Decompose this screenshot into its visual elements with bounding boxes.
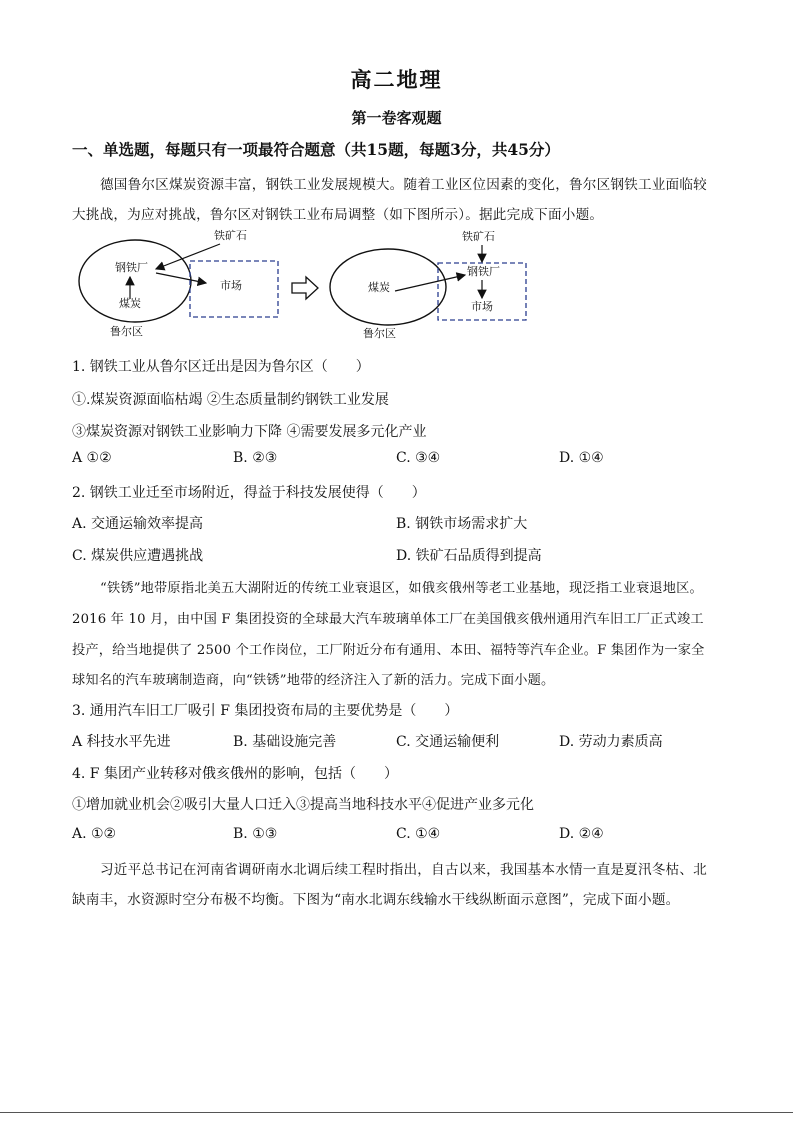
question-1-stem: 1. 钢铁工业从鲁尔区迁出是因为鲁尔区（ ） xyxy=(72,359,370,375)
ruhr-label-right: 鲁尔区 xyxy=(363,327,396,340)
section-heading: 一、单选题，每题只有一项最符合题意（共15题，每题3分，共45分） xyxy=(72,140,560,159)
passage3-line2: 缺南丰，水资源时空分布极不均衡。下图为“南水北调东线输水干线纵断面示意图”，完成下面小题。 xyxy=(72,892,680,908)
steel-plant-label-left: 钢铁厂 xyxy=(115,261,148,274)
passage3-line1: 习近平总书记在河南省调研南水北调后续工程时指出，自古以来，我国基本水情一直是夏汛冬枯、北 xyxy=(100,862,707,878)
passage2-line3: 投产，给当地提供了 2500 个工作岗位，工厂附近分布有通用、本田、福特等汽车企业。F 集团作为一家全 xyxy=(72,643,705,658)
iron-ore-label-right: 铁矿石 xyxy=(462,230,495,243)
passage1-line1: 德国鲁尔区煤炭资源丰富，钢铁工业发展规模大。随着工业区位因素的变化，鲁尔区钢铁工业面临较 xyxy=(100,177,707,193)
section-subtitle: 第一卷客观题 xyxy=(351,109,442,127)
page-title: 高二地理 xyxy=(350,67,443,92)
question-4-choice-line-a: ①增加就业机会②吸引大量人口迁入③提高当地科技水平④促进产业多元化 xyxy=(72,797,534,813)
page-bottom-divider xyxy=(0,1112,793,1113)
question-1-option-d[interactable]: D. ①④ xyxy=(559,450,604,466)
question-3-option-a[interactable]: A 科技水平先进 xyxy=(72,734,171,750)
market-label-left: 市场 xyxy=(220,279,242,292)
question-2-option-b[interactable]: B. 钢铁市场需求扩大 xyxy=(396,516,528,532)
question-2-option-c[interactable]: C. 煤炭供应遭遇挑战 xyxy=(72,548,204,564)
passage2-line4: 球知名的汽车玻璃制造商，向“铁锈”地带的经济注入了新的活力。完成下面小题。 xyxy=(72,673,555,688)
passage2-line2: 2016 年 10 月，由中国 F 集团投资的全球最大汽车玻璃单体工厂在美国俄亥俄州通用汽车旧工厂正式竣工 xyxy=(72,612,704,627)
question-3-option-c[interactable]: C. 交通运输便利 xyxy=(396,734,500,750)
question-3-stem: 3. 通用汽车旧工厂吸引 F 集团投资布局的主要优势是（ ） xyxy=(72,703,459,719)
iron-ore-label-left: 铁矿石 xyxy=(214,229,247,242)
question-2-stem: 2. 钢铁工业迁至市场附近，得益于科技发展使得（ ） xyxy=(72,485,426,501)
question-1-option-a[interactable]: A ①② xyxy=(72,450,112,466)
question-1-option-b[interactable]: B. ②③ xyxy=(233,450,278,466)
question-4-stem: 4. F 集团产业转移对俄亥俄州的影响，包括（ ） xyxy=(72,766,398,782)
ruhr-label-left: 鲁尔区 xyxy=(110,325,143,338)
steel-plant-label-right: 钢铁厂 xyxy=(467,265,500,278)
question-4-option-a[interactable]: A. ①② xyxy=(72,826,117,842)
question-3-option-b[interactable]: B. 基础设施完善 xyxy=(233,734,337,750)
question-4-option-b[interactable]: B. ①③ xyxy=(233,826,278,842)
transition-arrow-icon xyxy=(292,277,318,299)
question-4-option-c[interactable]: C. ①④ xyxy=(396,826,441,842)
passage2-line1: “铁锈”地带原指北美五大湖附近的传统工业衰退区，如俄亥俄州等老工业基地，现泛指工业衰退地区。 xyxy=(100,581,703,596)
passage1-line2: 大挑战，为应对挑战，鲁尔区对钢铁工业布局调整（如下图所示）。据此完成下面小题。 xyxy=(72,207,604,223)
question-1-choice-line-b: ③煤炭资源对钢铁工业影响力下降 ④需要发展多元化产业 xyxy=(72,424,427,440)
question-1-choice-line-a: ①.煤炭资源面临枯竭 ②生态质量制约钢铁工业发展 xyxy=(72,392,389,408)
question-2-option-d[interactable]: D. 铁矿石品质得到提高 xyxy=(396,548,542,564)
coal-label-left: 煤炭 xyxy=(119,297,141,310)
question-3-option-d[interactable]: D. 劳动力素质高 xyxy=(559,734,663,750)
coal-label-right: 煤炭 xyxy=(368,281,390,294)
question-1-option-c[interactable]: C. ③④ xyxy=(396,450,441,466)
question-2-option-a[interactable]: A. 交通运输效率提高 xyxy=(72,516,204,532)
question-4-option-d[interactable]: D. ②④ xyxy=(559,826,604,842)
steel-relocation-diagram xyxy=(70,225,540,345)
market-label-right: 市场 xyxy=(471,300,493,313)
